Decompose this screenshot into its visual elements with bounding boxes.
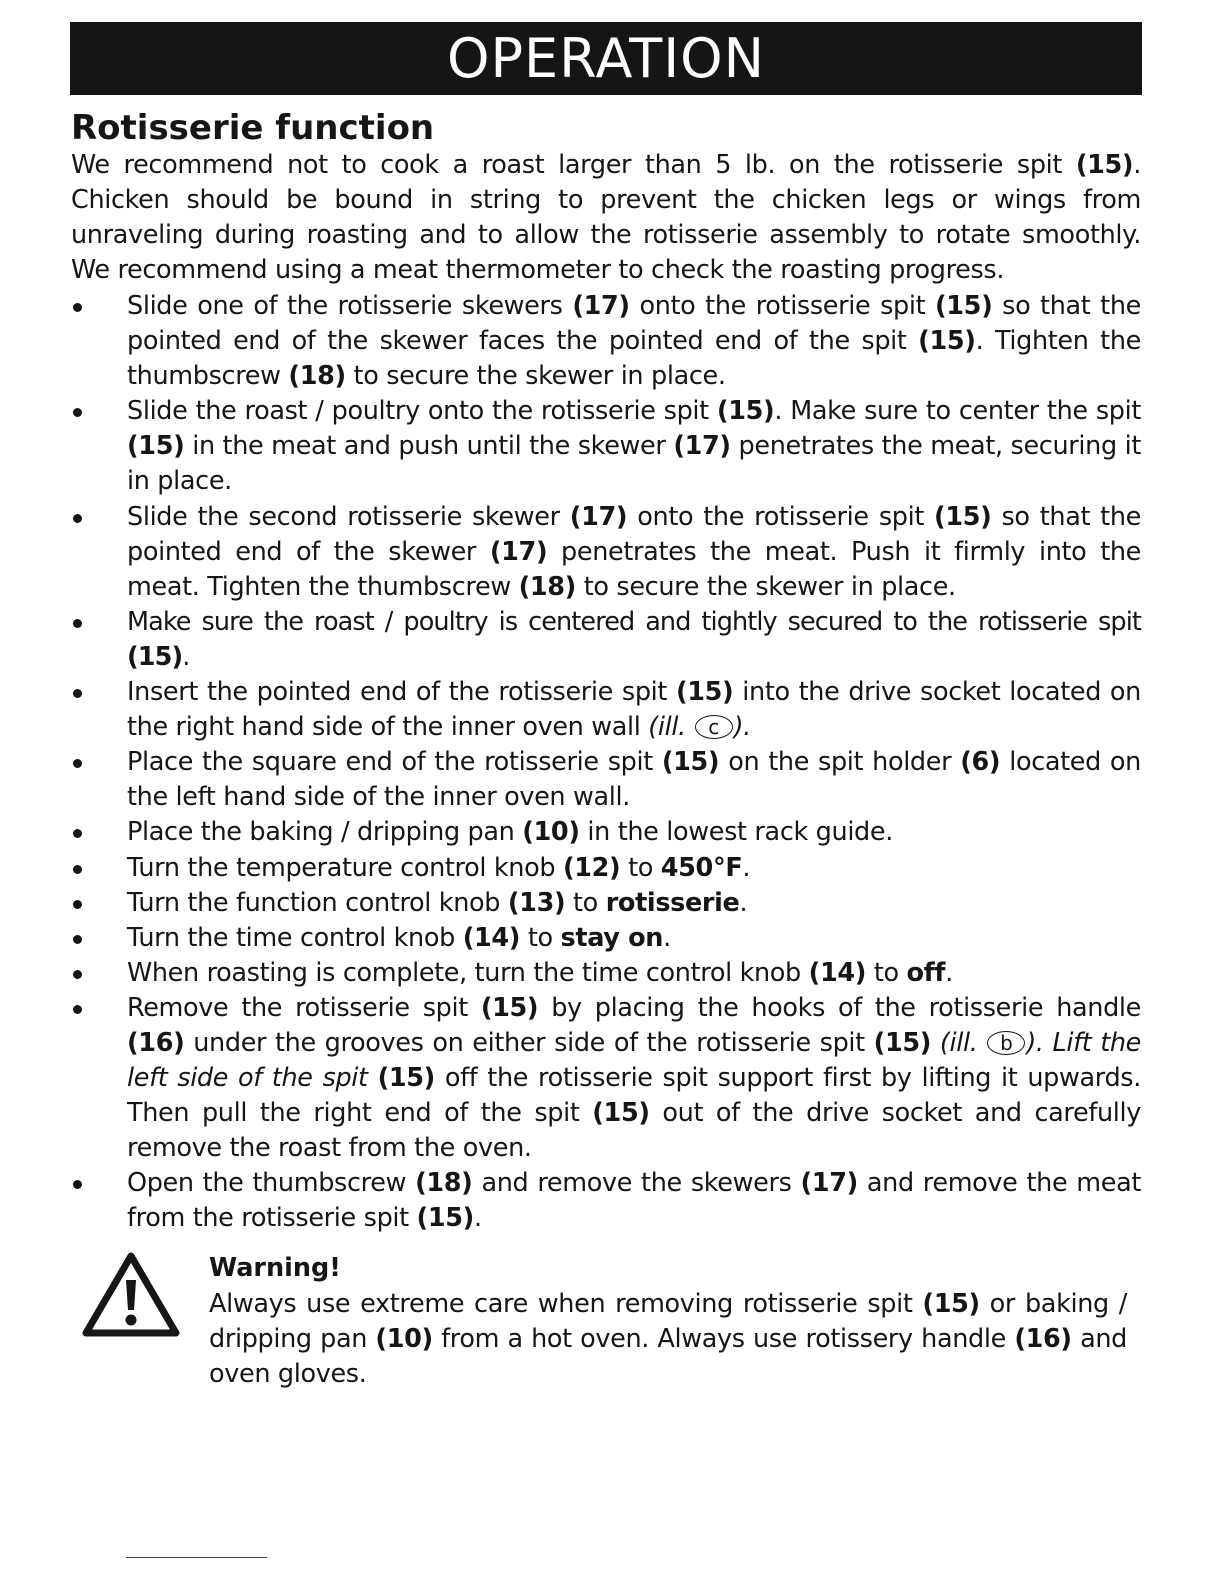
illustration-c-icon: c (695, 715, 733, 739)
list-item: Slide the second rotisserie skewer (17) onto the rotisserie spit (15) so that the pointed end of the skewer (17) penetrates the meat. Push it firmly into the meat. Tighten the thumbscrew (18) to secure the skewer in place. (71, 500, 1141, 605)
warning-text: Always use extreme care when removing rotisserie spit (15) or baking / dripping pan (10) from a hot oven. Always use rotissery handle (16) and oven gloves. (209, 1289, 1127, 1390)
list-item: Turn the time control knob (14) to stay on. (71, 921, 1141, 956)
warning-title: Warning! (209, 1253, 341, 1283)
list-item: Make sure the roast / poultry is centered and tightly secured to the rotisserie spit (15). (71, 605, 1141, 675)
intro-paragraph (71, 148, 1141, 288)
bullet-icon (73, 1005, 82, 1014)
list-item: Turn the temperature control knob (12) to 450°F. (71, 851, 1141, 886)
bullet-icon (73, 514, 82, 523)
banner-title: OPERATION (446, 27, 766, 90)
bullet-icon (73, 935, 82, 944)
bullet-icon (73, 303, 82, 312)
list-item: When roasting is complete, turn the time control knob (14) to off. (71, 956, 1141, 991)
bullet-icon (73, 759, 82, 768)
intro-text: We recommend not to cook a roast larger than 5 lb. on the rotisserie spit (15). Chicken should be bound in string to prevent the chicken legs or wings from unraveling during roasting and to allow the rotisserie assembly to rotate smoothly. We recommend using a meat thermometer to check the roasting progress. (71, 150, 1141, 286)
bullet-icon (73, 1180, 82, 1189)
footer-rule (126, 1557, 267, 1558)
illustration-b-icon: b (987, 1031, 1025, 1055)
bullet-icon (73, 829, 82, 838)
bullet-icon (73, 970, 82, 979)
list-item: Turn the function control knob (13) to rotisserie. (71, 886, 1141, 921)
bullet-icon (73, 619, 82, 628)
bullet-icon (73, 689, 82, 698)
list-item: Remove the rotisserie spit (15) by placing the hooks of the rotisserie handle (16) under the grooves on either side of the rotisserie spit (15) (ill. b ). Lift the left side of the spit (15) off the rotisserie spit support first by lifting it upwards. Then pull the right end of the spit (15) out of the drive socket and carefully remove the roast from the oven. (71, 991, 1141, 1166)
list-item: Open the thumbscrew (18) and remove the skewers (17) and remove the meat from the rotisserie spit (15). (71, 1166, 1141, 1236)
illustration-ref: (ill. (648, 712, 686, 743)
bullet-icon (73, 408, 82, 417)
list-item: Place the baking / dripping pan (10) in the lowest rack guide. (71, 815, 1141, 850)
list-item: Slide one of the rotisserie skewers (17) onto the rotisserie spit (15) so that the pointed end of the skewer faces the pointed end of the spit (15). Tighten the thumbscrew (18) to secure the skewer in place. (71, 289, 1141, 394)
illustration-ref: (ill. (939, 1027, 978, 1058)
bullet-icon (73, 865, 82, 874)
operation-banner (70, 22, 1142, 95)
instruction-list (71, 289, 1141, 1237)
warning-triangle-icon (82, 1250, 180, 1338)
section-title: Rotisserie function (71, 108, 435, 148)
bullet-icon (73, 900, 82, 909)
list-item: Place the square end of the rotisserie spit (15) on the spit holder (6) located on the left hand side of the inner oven wall. (71, 745, 1141, 815)
list-item: Insert the pointed end of the rotisserie spit (15) into the drive socket located on the right hand side of the inner oven wall (ill. c ). (71, 675, 1141, 745)
reference-number: (15) (1075, 150, 1134, 180)
list-item: Slide the roast / poultry onto the rotisserie spit (15). Make sure to center the spit (15) in the meat and push until the skewer (17) penetrates the meat, securing it in place. (71, 394, 1141, 499)
